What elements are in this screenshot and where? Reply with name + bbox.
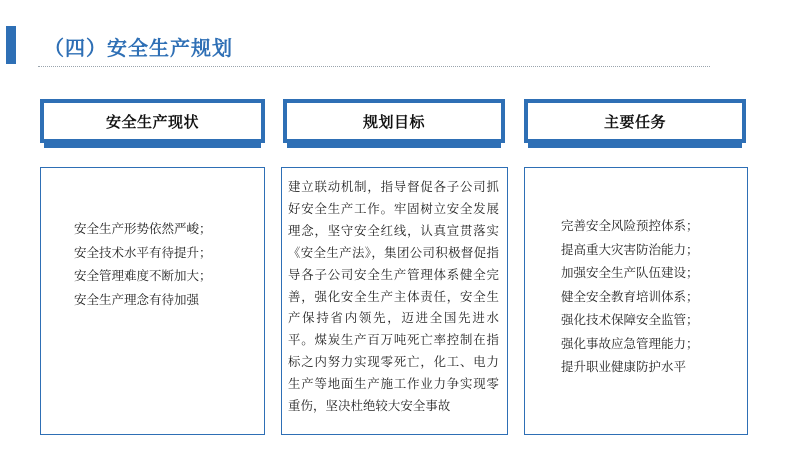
current-status-panel	[40, 167, 265, 435]
list-item: 健全安全教育培训体系；	[561, 288, 699, 304]
header-planning-goals	[283, 99, 505, 143]
list-item: 安全技术水平有待提升；	[74, 244, 212, 260]
header-planning-goals-label: 规划目标	[362, 112, 425, 131]
list-item: 提升职业健康防护水平	[561, 359, 687, 374]
page-title: （四）安全生产规划	[44, 36, 233, 60]
main-tasks-panel	[524, 167, 748, 435]
list-item: 加强安全生产队伍建设；	[561, 265, 699, 280]
header-current-status-label: 安全生产现状	[105, 112, 199, 131]
title-accent-bar	[6, 26, 16, 64]
list-item: 强化技术保障安全监管；	[561, 312, 699, 327]
header-main-tasks-label: 主要任务	[603, 112, 666, 131]
current-status-list	[74, 217, 212, 311]
list-item: 安全管理难度不断加大；	[74, 268, 212, 283]
planning-goals-text: 建立联动机制，指导督促各子公司抓好安全生产工作。牢固树立安全发展理念，坚守安全红线，认真宣贯落实《安全生产法》，集团公司积极督促指导各子公司安全生产管理体系健全完善，强化安全生产主体责任，安全生产保持省内领先，迈进全国先进水平。煤炭生产百万吨死亡率控制在指标之内努力实现零死亡，化工、电力生产等地面生产施工作业力争实现零重伤，坚决杜绝较大安全事故	[288, 179, 499, 414]
list-item: 提高重大灾害防治能力；	[561, 241, 699, 257]
list-item: 安全生产理念有待加强	[74, 291, 200, 307]
planning-goals-panel	[281, 167, 508, 435]
title-divider	[38, 66, 710, 67]
list-item: 安全生产形势依然严峻；	[74, 221, 212, 236]
header-current-status	[40, 99, 265, 143]
header-main-tasks	[524, 99, 746, 143]
list-item: 完善安全风险预控体系；	[561, 218, 699, 233]
main-tasks-list	[561, 214, 699, 379]
list-item: 强化事故应急管理能力；	[561, 335, 699, 351]
